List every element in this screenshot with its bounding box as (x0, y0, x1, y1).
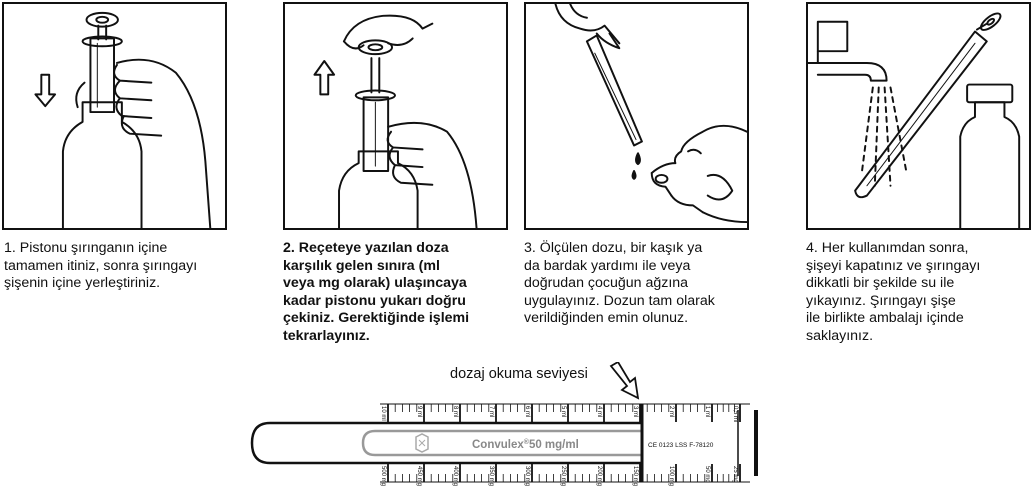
ml-tick-label: 9 ml (416, 406, 422, 418)
step-3-text: Ölçülen dozu, bir kaşık ya da bardak yardımı ile veya doğrudan çocuğun ağzına uygulayınız. Dozun tam olarak verildiğinden emin olunuz. (524, 240, 715, 326)
step-3-number: 3. (524, 240, 536, 256)
ml-tick-label: 1 ml (704, 406, 710, 418)
reading-level-arrow-icon (611, 362, 638, 398)
step-3-illustration (524, 2, 749, 230)
ml-tick-label: 7 ml (488, 406, 494, 418)
step-4-caption (806, 240, 1036, 345)
step-1-drawing (4, 4, 225, 228)
ml-tick-label: 8 ml (452, 406, 458, 418)
step-2-caption (283, 240, 515, 345)
step-4-text: Her kullanımdan sonra, şişeyi kapatınız ve şırıngayı dikkatli bir şekilde su ile yıkayınız. Şırıngayı şişe ile birlikte ambalajı içinde saklayınız. (806, 240, 981, 344)
ml-scale (380, 404, 740, 422)
mg-tick-label: 500 mg (380, 466, 386, 487)
mg-tick-label: 450 mg (416, 466, 422, 487)
step-2-drawing (285, 4, 506, 228)
mg-tick-label: 50 mg (704, 466, 710, 483)
convulex-logo-icon (416, 434, 428, 452)
syringe-diagram (250, 362, 770, 494)
step-1-number: 1. (4, 240, 16, 256)
step-1-illustration (2, 2, 227, 230)
step-4-number: 4. (806, 240, 818, 256)
mg-tick-label: 200 mg (596, 466, 602, 487)
step-4-illustration (806, 2, 1031, 230)
mg-tick-label: 400 mg (452, 466, 458, 487)
step-2-text: Reçeteye yazılan doza karşılık gelen sınıra (ml veya mg olarak) ulaşıncaya kadar pistonu yukarı doğru çekiniz. Gerektiğinde işlemi tekrarlayınız. (283, 240, 470, 344)
ml-tick-label: 2 ml (668, 406, 674, 418)
step-3-caption (524, 240, 756, 328)
ml-tick-label: 10 ml (380, 406, 386, 421)
step-1-text: Pistonu şırınganın içine tamamen itiniz, sonra şırıngayı şişenin içine yerleştiriniz. (4, 240, 198, 291)
step-3-drawing (526, 4, 747, 228)
step-4-drawing (808, 4, 1029, 228)
ml-tick-label: 5 ml (560, 406, 566, 418)
mg-tick-label: 350 mg (488, 466, 494, 487)
mg-tick-label: 300 mg (524, 466, 530, 487)
mg-tick-label: 25 mg (732, 466, 738, 483)
step-1-caption (4, 240, 236, 293)
ml-tick-label: 4 ml (596, 406, 602, 418)
ml-tick-label: 6 ml (524, 406, 530, 418)
mg-scale (380, 464, 740, 486)
step-2-number: 2. (283, 240, 295, 256)
mg-tick-label: 150 mg (632, 466, 638, 487)
step-2-illustration (283, 2, 508, 230)
syringe-brand: Convulex®50 mg/ml (472, 439, 579, 451)
ml-tick-label: 0,5 ml (732, 406, 738, 423)
dosage-reading-label: dozaj okuma seviyesi (450, 366, 588, 382)
mg-tick-label: 250 mg (560, 466, 566, 487)
mg-tick-label: 100 mg (668, 466, 674, 487)
ml-tick-label: 3 ml (632, 406, 638, 418)
syringe-code: CE 0123 LSS F-78120 (648, 442, 714, 449)
